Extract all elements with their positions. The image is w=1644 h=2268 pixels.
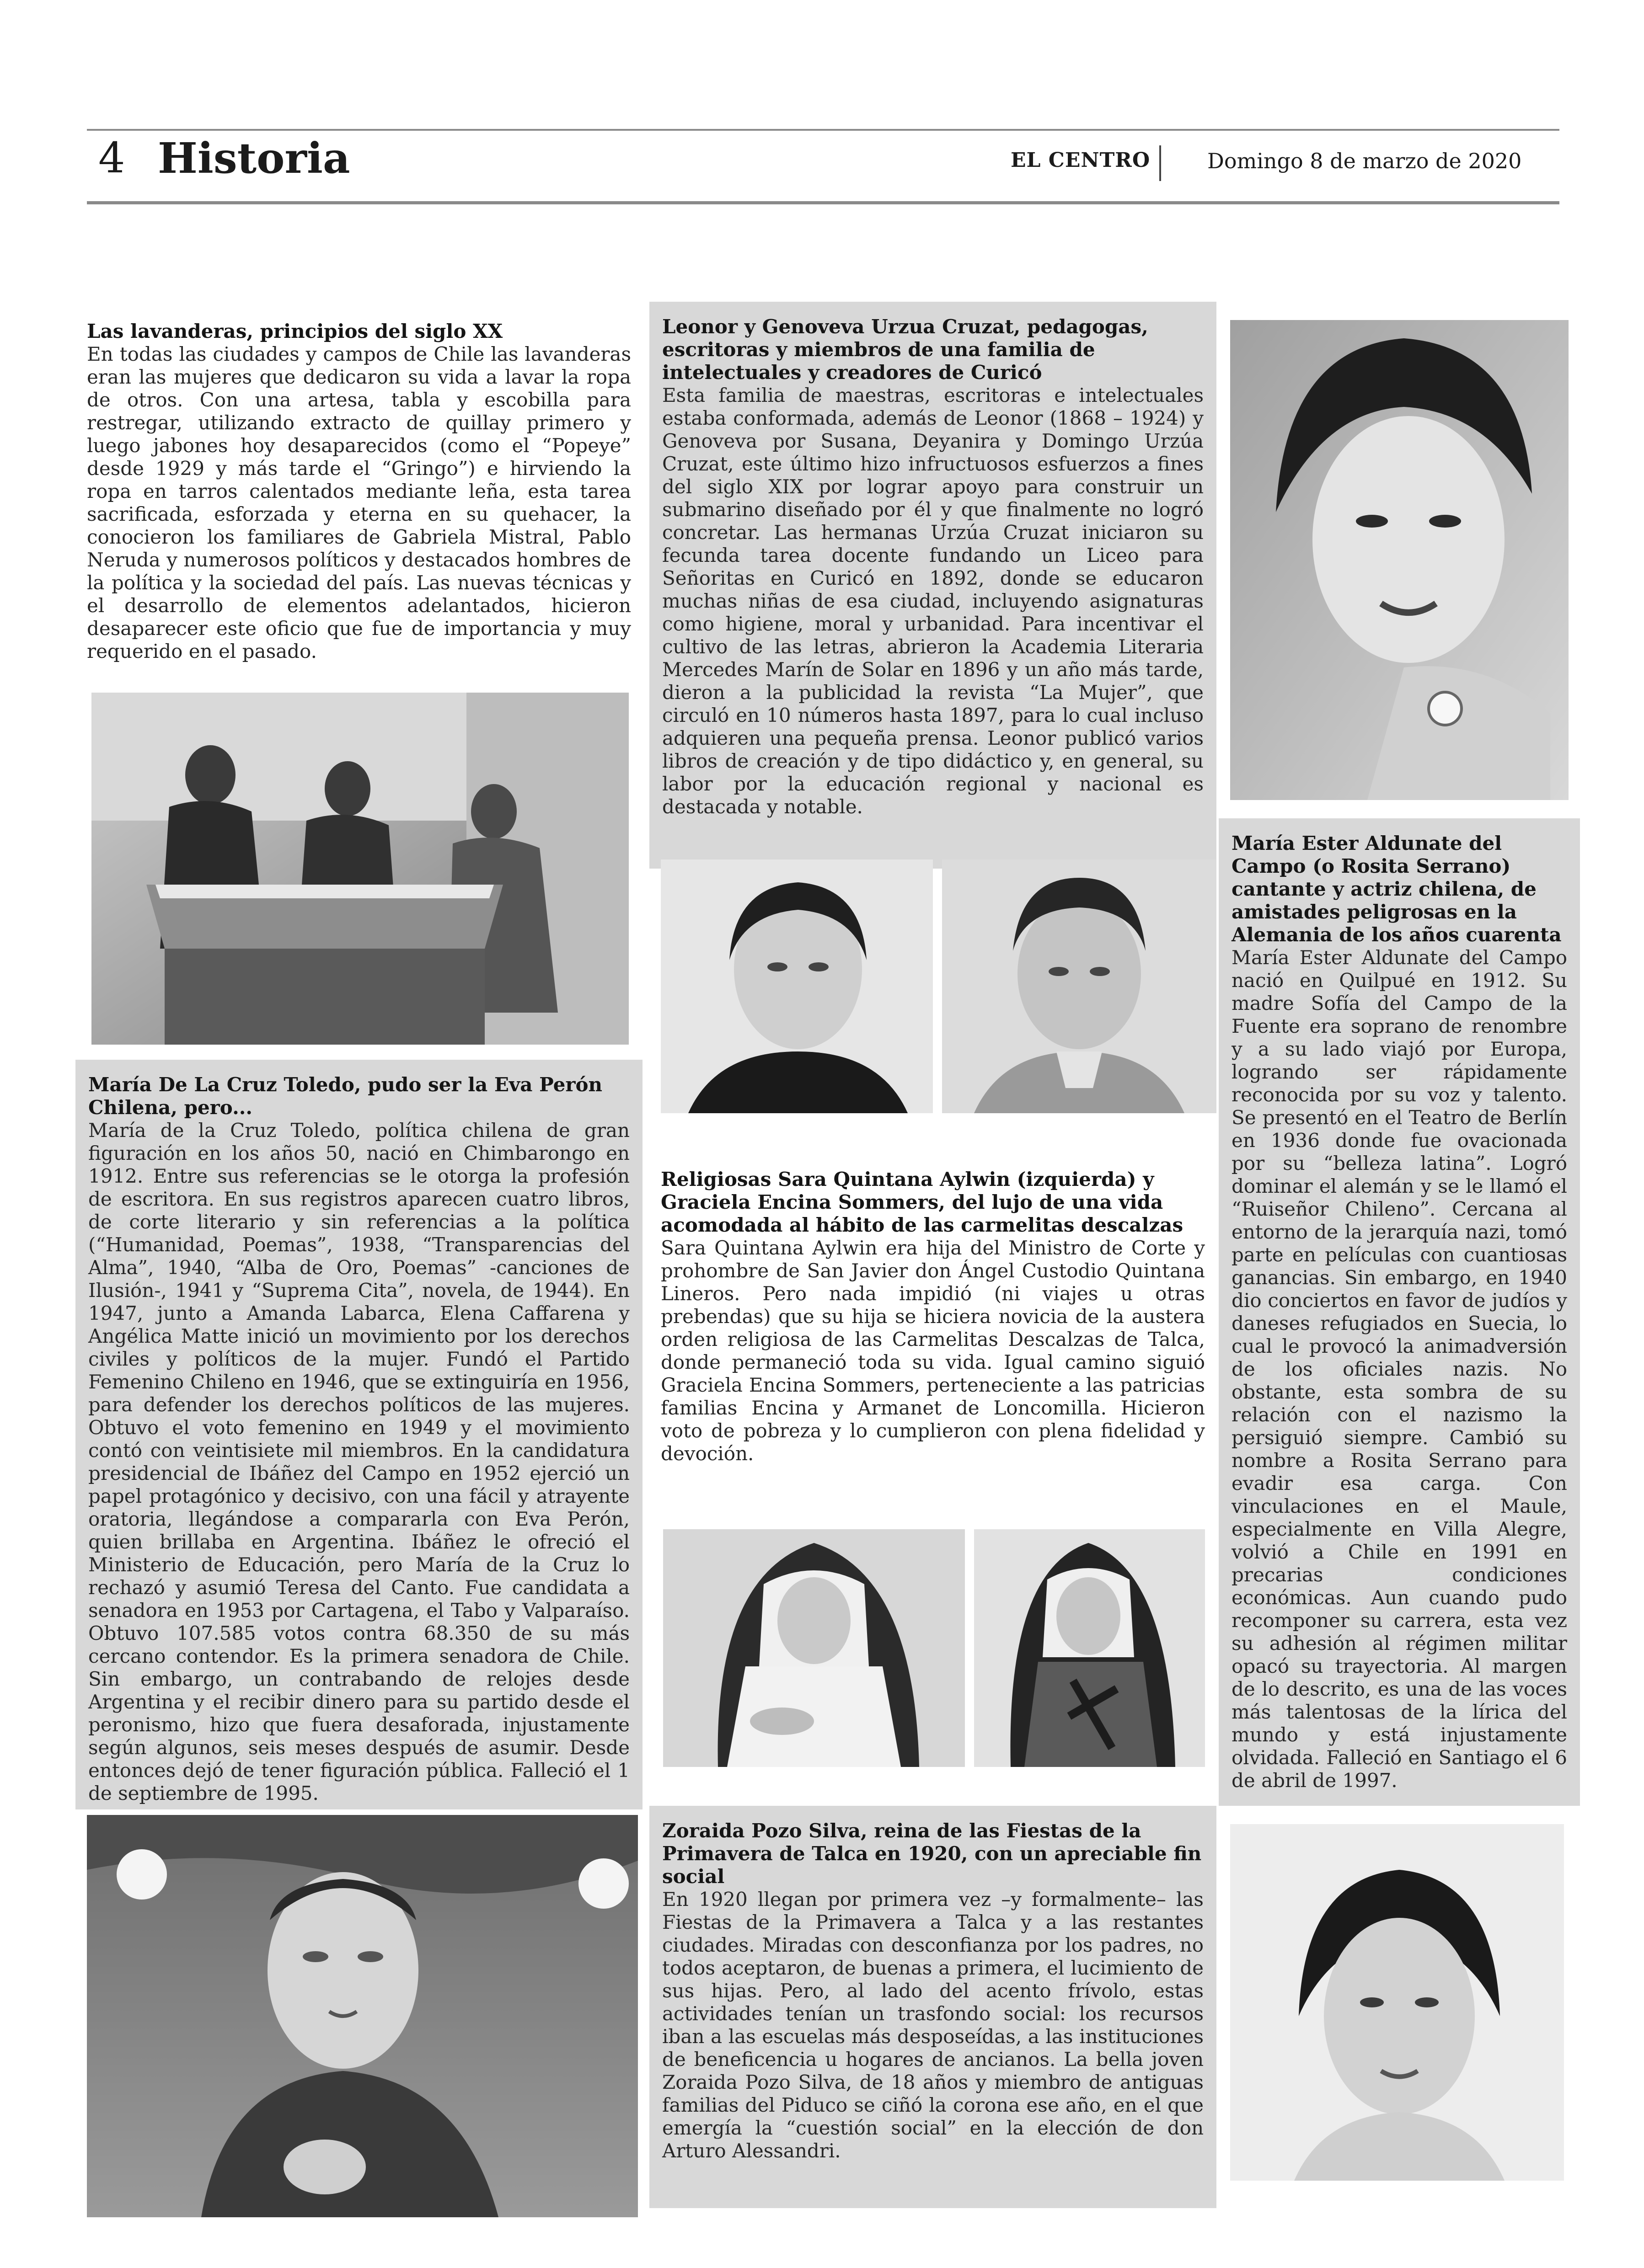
article-toledo <box>75 1060 643 1809</box>
photo-zoraida-pozo <box>1230 1824 1564 2181</box>
newspaper-name: EL CENTRO <box>1011 149 1151 172</box>
article-title: Las lavanderas, principios del siglo XX <box>87 320 503 342</box>
header-bottom-rule <box>87 201 1559 204</box>
photo-genoveva-urzua <box>942 859 1216 1113</box>
article-urzua <box>649 302 1216 869</box>
header-top-rule <box>87 129 1559 131</box>
article-body: En todas las ciudades y campos de Chile las lavanderas eran las mujeres que dedicaron su vida a lavar la ropa de otros. Con una artesa, tabla y escobilla para restregar, utilizando extracto de quillay primero y luego jabones hoy desaparecidos (como el “Popeye” desde 1929 y más tarde el “Gringo”) e hirviendo la ropa en tarros calentados mediante leña, esta tarea sacrificada, esforzada y eterna en su quehacer, la conocieron los familiares de Gabriela Mistral, Pablo Neruda y numerosos políticos y destacados hombres de la política y la sociedad del país. Las nuevas técnicas y el desarrollo de elementos adelantados, hicieron desaparecer este oficio que fue de importancia y muy requerido en el pasado. <box>87 343 631 662</box>
article-body: María de la Cruz Toledo, política chilena de gran figuración en los años 50, nació en Chimbarongo en 1912. Entre sus referencias se le otorga la profesión de escritora. En sus registros aparecen cuatro libros, de corte literario y sin referencias a la política (“Humanidad, Poemas”, 1938, “Transparencias del Alma”, 1940, “Alba de Oro, Poemas” -canciones de Ilusión-, 1941 y “Suprema Cita”, novela, de 1944). En 1947, junto a Amanda Labarca, Elena Caffarena y Angélica Matte inició un movimiento por los derechos civiles y políticos de la mujer. Fundó el Partido Femenino Chileno en 1946, que se extinguiría en 1956, para defender los derechos políticos de las mujeres. Obtuvo el voto femenino en 1949 y el movimiento contó con veintisiete mil miembros. En la candidatura presidencial de Ibáñez del Campo en 1952 ejerció un papel protagónico y decisivo, con una fácil y atrayente oratoria, llegándose a compararla con Eva Perón, quien brillaba en Argentina. Ibáñez le ofreció el Ministerio de Educación, pero María de la Cruz lo rechazó y asumió Teresa del Canto. Fue candidata a senadora en 1953 por Cartagena, el Tabo y Valparaíso. Obtuvo 107.585 votos contra 68.350 de su más cercano contendor. Es la primera senadora de Chile. Sin embargo, un contrabando de relojes desde Argentina y el recibir dinero para su partido desde el peronismo, hizo que fuera desaforada, injustamente según algunos, seis meses después de asumir. Desde entonces dejó de tener figuración pública. Falleció el 1 de septiembre de 1995. <box>88 1119 630 1804</box>
article-body: Esta familia de maestras, escritoras e intelectuales estaba conformada, además de Leonor (1868 – 1924) y Genoveva por Susana, Deyanira y Domingo Urzúa Cruzat, este último hizo infructuosos esfuerzos a fines del siglo XIX por lograr apoyo para construir un submarino diseñado por él y que finalmente no logró concretar. Las hermanas Urzúa Cruzat iniciaron su fecunda tarea docente fundando un Liceo para Señoritas en Curicó en 1892, donde se educaron muchas niñas de esa ciudad, incluyendo asignaturas como higiene, moral y urbanidad. Para incentivar el cultivo de las letras, abrieron la Academia Literaria Mercedes Marín de Solar en 1896 y un año más tarde, dieron a la publicidad la revista “La Mujer”, que circuló en 10 números hasta 1897, para lo cual incluso adquieren una pequeña prensa. Leonor publicó varios libros de creación y de tipo didáctico y, en general, su labor por la educación regional y nacional es destacada y notable. <box>662 384 1204 818</box>
issue-date: Domingo 8 de marzo de 2020 <box>1207 149 1522 173</box>
article-title: Leonor y Genoveva Urzua Cruzat, pedagogas, escritoras y miembros de una familia de intelectuales y creadores de Curicó <box>662 315 1148 384</box>
article-aldunate <box>1219 818 1580 1806</box>
article-title: María Ester Aldunate del Campo (o Rosita Serrano) cantante y actriz chilena, de amistades peligrosas en la Alemania de los años cuarenta <box>1232 832 1562 946</box>
header-divider <box>1159 145 1161 181</box>
photo-maria-de-la-cruz-toledo <box>87 1815 638 2217</box>
photo-sara-quintana <box>663 1529 965 1767</box>
article-lavanderas <box>87 320 631 663</box>
photo-leonor-urzua <box>661 859 933 1113</box>
photo-graciela-encina <box>974 1529 1205 1767</box>
section-title: Historia <box>158 133 350 183</box>
photo-rosita-serrano <box>1230 320 1569 800</box>
article-title: Religiosas Sara Quintana Aylwin (izquierda) y Graciela Encina Sommers, del lujo de una vida acomodada al hábito de las carmelitas descalzas <box>661 1168 1183 1236</box>
article-title: Zoraida Pozo Silva, reina de las Fiestas de la Primavera de Talca en 1920, con un apreciable fin social <box>662 1820 1202 1888</box>
photo-lavanderas <box>91 693 629 1045</box>
article-body: María Ester Aldunate del Campo nació en Quilpué en 1912. Su madre Sofía del Campo de la Fuente era soprano de renombre y a su lado viajó por Europa, logrando ser rápidamente reconocida por su voz y talento. Se presentó en el Teatro de Berlín en 1936 donde fue ovacionada por su “belleza latina”. Logró dominar el alemán y se le llamó el “Ruiseñor Chileno”. Cercana al entorno de la jerarquía nazi, tomó parte en películas con cuantiosas ganancias. Sin embargo, en 1940 dio conciertos en favor de judíos y daneses refugiados en Suecia, lo cual le provocó la animadversión de los oficiales nazis. No obstante, esta sombra de su relación con el nazismo la persiguió siempre. Cambió su nombre a Rosita Serrano para evadir esa carga. Con vinculaciones en el Maule, especialmente en Villa Alegre, volvió a Chile en 1991 en precarias condiciones económicas. Aun cuando pudo recomponer su carrera, esta vez su adhesión al régimen militar opacó su trayectoria. Al margen de lo descrito, es una de las voces más talentosas de la lírica del mundo y está injustamente olvidada. Falleció en Santiago el 6 de abril de 1997. <box>1232 946 1567 1792</box>
article-body: En 1920 llegan por primera vez –y formalmente– las Fiestas de la Primavera a Talca y a las restantes ciudades. Miradas con desconfianza por los padres, no todos aceptaron, de buenas a primera, el lucimiento de sus hijas. Pero, al lado del acento frívolo, estas actividades tenían un trasfondo social: los recursos iban a las escuelas más desposeídas, a las instituciones de beneficencia u hogares de ancianos. La bella joven Zoraida Pozo Silva, de 18 años y miembro de antiguas familias del Piduco se ciñó la corona ese año, en el que emergía la “cuestión social” en la elección de don Arturo Alessandri. <box>662 1888 1204 2162</box>
article-title: María De La Cruz Toledo, pudo ser la Eva Perón Chilena, pero... <box>88 1073 602 1119</box>
article-pozo <box>649 1806 1216 2208</box>
article-body: Sara Quintana Aylwin era hija del Ministro de Corte y prohombre de San Javier don Ángel Custodio Quintana Lineros. Pero nada impidió (ni viajes u otras prebendas) que su hija se hiciera novicia de la austera orden religiosa de las Carmelitas Descalzas de Talca, donde permaneció toda su vida. Igual camino siguió Graciela Encina Sommers, perteneciente a las patricias familias Encina y Armanet de Loncomilla. Hicieron voto de pobreza y lo cumplieron con plena fidelidad y devoción. <box>661 1237 1205 1465</box>
page-number: 4 <box>98 133 125 182</box>
article-religiosas <box>661 1168 1205 1465</box>
